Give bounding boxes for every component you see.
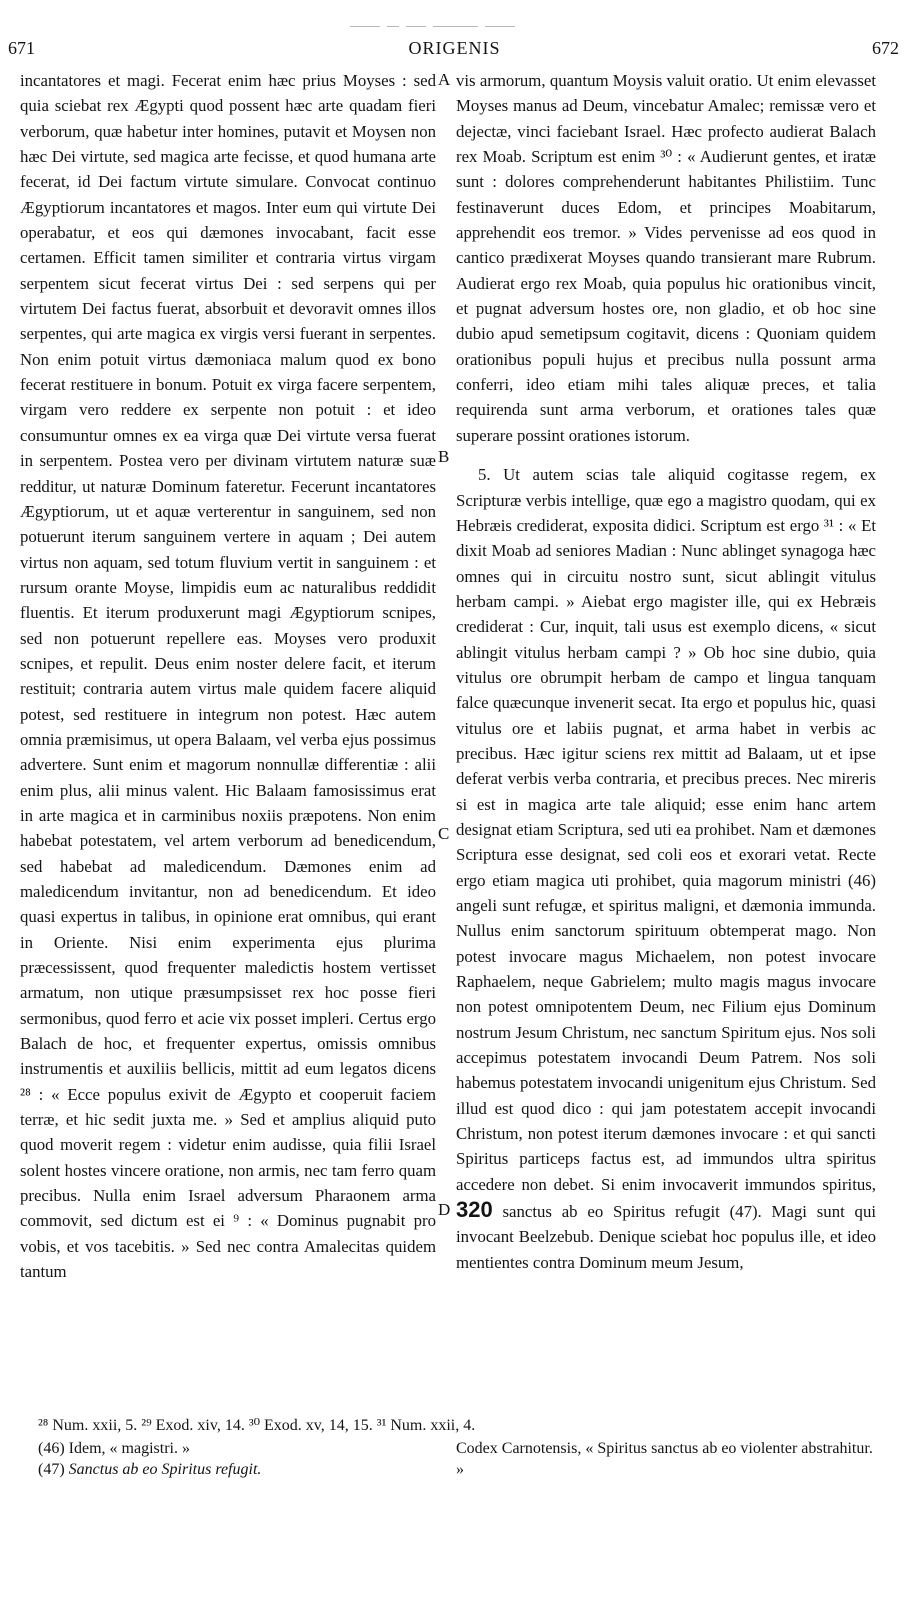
footnote-46: (46) Idem, « magistri. » [38, 1440, 190, 1457]
footnote-47-continued: Codex Carnotensis, « Spiritus sanctus ab eo violenter abstrahitur. » [456, 1440, 873, 1478]
running-title: ORIGENIS [408, 38, 501, 58]
scripture-references: ²⁸ Num. xxii, 5. ²⁹ Exod. xiv, 14. ³⁰ Exod. xv, 14, 15. ³¹ Num. xxii, 4. [38, 1417, 476, 1434]
right-column-paragraph-2 [456, 462, 876, 1275]
page-number-right: 672 [872, 38, 899, 58]
top-rule [350, 17, 540, 23]
column-number: 320 [456, 1197, 493, 1223]
page-number-left: 671 [8, 38, 35, 58]
footnote-47 [38, 1459, 438, 1480]
left-column [20, 68, 436, 1285]
page-header [0, 38, 909, 64]
right-column-paragraph-1: vis armorum, quantum Moysis valuit oratio. Ut enim elevasset Moyses manus ad Deum, vincebatur Amalec; remissæ vero et dejectæ, vinci faciebant Israel. Hæc profecto audierat Balach rex Moab. Scriptum est enim ³⁰ : « Audierunt gentes, et iratæ sunt : dolores comprehenderunt habitantes Philistiim. Tunc festinaverunt duces Edom, et principes Moabitarum, apprehendit eos tremor. » Vides pervenisse ad eos quod in cantico prædixerat Moyses quando transierant mare Rubrum. Audierat ergo rex Moab, quia populus hic orationibus vincit, et pugnat adversum hostes ore, non gladio, et ob hoc sine dubio apud semetipsum cogitavit, dicens : Quoniam quidem orationibus populi hujus et precibus nulla possunt arma conferri, ideo etiam mihi tales aliquæ preces, et talia requirenda sunt arma verborum, et orationes tales quæ superare possint orationes istorum. [456, 71, 876, 445]
margin-marker-d: D [438, 1200, 451, 1219]
left-column-text: incantatores et magi. Fecerat enim hæc prius Moyses : sed quia sciebat rex Ægypti quod possent hæc arte quadam fieri verborum, quæ habetur inter homines, putavit et Moysen non hæc Dei virtute, sed magica arte fecisse, et quod humana arte fecerat, id Dei factum virtute simulare. Convocat continuo Ægyptiorum incantatores et magos. Inter eum qui virtute Dei operabatur, et eos qui dæmones invocabant, facit esse certamen. Efficit tamen similiter et contraria virtus virgam serpentem sicut fecerat virtus Dei : sed serpens qui per virtutem Dei factus fuerat, absorbuit et devoravit omnes illos serpentes, qui arte magica ex virgis versi fuerant in serpentes. Non enim potuit virtus dæmoniaca malum quod ex bono fecerat restituere in bonum. Potuit ex virga facere serpentem, virgam vero reddere ex serpente non potuit : et ideo consumuntur omnes ex ea virga quæ Dei virtute versa fuerat in serpentem. Postea vero per divinam virtutem naturæ suæ redditur, ut naturæ Dominum fateretur. Fecerunt incantatores Ægyptiorum, ut et aquæ verterentur in sanguinem, sed non potuerunt iterum sanguinem vertere in aquam ; Dei autem virtus non aquam, sed totum fluvium vertit in sanguinem : et rursum orante Moyse, limpidis eum ac naturalibus reddidit fluentis. Et iterum produxerunt magi Ægyptiorum scnipes, sed non potuerunt repellere eas. Moyses vero produxit scnipes, et repulit. Deus enim noster delere facit, et iterum restituit; contraria autem virtus male quidem facere aliquid potest, sed restituere in integrum non potest. Hæc autem omnia præmisimus, ut opera Balaam, vel verba ejus possimus advertere. Sunt enim et magorum nonnullæ differentiæ : alii enim plus, alii minus valent. Hic Balaam famosissimus erat in arte magica et in carminibus noxiis præpotens. Non enim habebat potestatem, vel artem verborum ad benedicendum, sed habebat ad maledicendum. Dæmones enim ad maledicendum invitantur, non ad benedicendum. Et ideo quasi expertus in talibus, in opinione erat omnibus, qui erant in Oriente. Nisi enim experimenta ejus plurima præcessissent, quod frequenter maledictis hostem vertisset armatum, non utique præsumpsisset rex hoc posse fieri sermonibus, quod ferro et acie vix posset impleri. Certus ergo Balach de hoc, et frequenter expertus, omissis omnibus instrumentis et auxiliis bellicis, mittit ad eum legatos dicens ²⁸ : « Ecce populus exivit de Ægypto et cooperuit faciem terræ, et hic sedit juxta me. » Sed et amplius aliquid puto quod moverit regem : videtur enim audisse, quia filii Israel solent hostes vincere oratione, non armis, nec tam ferro quam precibus. Nulla enim Israel adversum Pharaonem arma commovit, sed dictum est ei ⁹ : « Dominus pugnabit pro vobis, et vos tacebitis. » Sed nec contra Amalecitas quidem tantum [20, 71, 436, 1282]
paragraph-2-text-a: 5. Ut autem scias tale aliquid cogitasse regem, ex Scripturæ verbis intellige, quæ ego a magistro quodam, qui ex Hebræis crediderat, exposita didici. Scriptum est ergo ³¹ : « Et dixit Moab ad seniores Madian : Nunc ablinget synagoga hæc omnes qui in circuitu nostro sunt, sicut ablingit vitulus herbam campi. » Aiebat ergo magister ille, qui ex Hebræis crediderat : Cur, inquit, tali usus est exemplo dicens, « sicut ablingit vitulus herbam campi ? » Ob hoc sine dubio, quia vitulus ore obrumpit herbam de campo et lingua tanquam falce quæcunque invenerit secat. Ita ergo et populus hic, quasi vitulus ore et labiis pugnat, et arma habet in verbis ac precibus. Hæc igitur sciens rex mittit ad Balaam, ut et ipse deferat verbis verba contraria, et precibus preces. Nec mireris si est in magica arte tale aliquid; esse enim hanc artem designat etiam Scriptura, sed uti ea prohibet. Nam et dæmones Scriptura esse designat, sed coli eos et exorari vetat. Recte ergo etiam magica uti prohibet, quia magorum ministri (46) angeli sunt refugæ, et spiritus maligni, et dæmonia immunda. Nullus enim sanctorum spirituum obtemperat mago. Non potest invocare magus Michaelem, non potest invocare Raphaelem, neque Gabrielem; multo magis magus invocare non potest omnipotentem Deum, nec Filium ejus Dominum nostrum Jesum Christum, nec sanctum Spiritum ejus. Nos soli accepimus potestatem invocandi Deum Patrem. Nos soli habemus potestatem invocandi unigenitum ejus Christum. Sed illud est quod dico : qui jam potestatem accepit invocandi Christum, non potest iterum dæmones invocare : et qui sancti Spiritus particeps factus est, ad immundos ultra spiritus accedere non debet. Si enim invocaverit immundos spiritus, [456, 465, 876, 1194]
margin-marker-a: A [438, 70, 451, 89]
footnote-47-label: (47) [38, 1461, 69, 1478]
footnote-47-italic: Sanctus ab eo Spiritus refugit. [68, 1461, 262, 1478]
footnotes-right [456, 1438, 876, 1480]
right-column [456, 68, 876, 1275]
paragraph-2-text-b: sanctus ab eo Spiritus refugit (47). Magi sunt qui invocant Beelzebub. Denique sciebat hoc populus ille, et ideo mentientes contra Dominum meum Jesum, [456, 1202, 876, 1272]
margin-marker-c: C [438, 824, 450, 843]
footnotes-left [38, 1438, 438, 1480]
margin-marker-b: B [438, 447, 450, 466]
